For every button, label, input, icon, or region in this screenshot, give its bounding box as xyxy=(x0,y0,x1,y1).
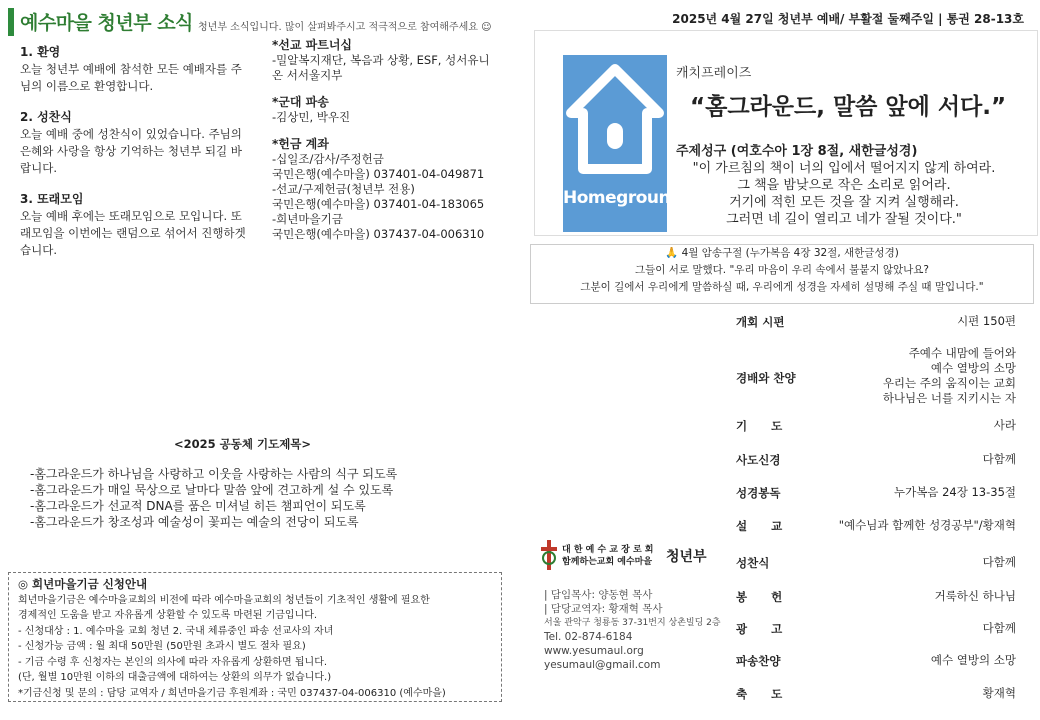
order-value: 다함께 xyxy=(982,452,1016,466)
fund-notice-box xyxy=(8,572,502,702)
prayer-title: <2025 공동체 기도제목> xyxy=(174,437,312,451)
order-label: 성찬식 xyxy=(736,556,770,570)
prayer-list xyxy=(30,466,397,530)
offering-accounts-body: -십일조/감사/주정헌금 국민은행(예수마을) 037401-04-049871 -선교/구제헌금(청년부 전용) 국민은행(예수마을) 037401-04-183065 -희년마을기금 국민은행(예수마을) 037437-04-006310 xyxy=(272,152,485,241)
theme-verse-title: 주제성구 (여호수아 1장 8절, 새한글성경) xyxy=(676,144,918,159)
order-value: 시편 150편 xyxy=(957,314,1016,328)
order-label: 설 교 xyxy=(736,519,783,533)
fund-line: - 신청가능 금액 : 월 최대 50만원 (50만원 초과시 별도 절차 필요) xyxy=(18,641,306,652)
prayer-item: -홈그라운드가 하나님을 사랑하고 이웃을 사랑하는 사람의 식구 되도록 xyxy=(30,467,398,481)
order-value: "예수님과 함께한 성경공부"/황재혁 xyxy=(838,518,1016,532)
theme-verse-line: 그러면 네 길이 열리고 네가 잘될 것이다." xyxy=(726,212,962,227)
military-body: -김상민, 박우진 xyxy=(272,110,351,124)
order-label: 파송찬양 xyxy=(736,654,781,668)
theme-verse-line: 거기에 적힌 모든 것을 잘 지켜 실행해라. xyxy=(729,195,959,210)
church-email: yesumaul@gmail.com xyxy=(544,659,661,671)
church-website: www.yesumaul.org xyxy=(544,645,644,657)
fund-line: 경제적인 도움을 받고 자유롭게 상환할 수 있도록 마련된 기금입니다. xyxy=(18,610,318,621)
order-label: 성경봉독 xyxy=(736,486,781,500)
military-title: *군대 파송 xyxy=(272,95,329,109)
prayer-item: -홈그라운드가 매일 묵상으로 날마다 말씀 앞에 견고하게 설 수 있도록 xyxy=(30,483,394,497)
order-value: 주예수 내맘에 들어와 예수 열방의 소망 우리는 주의 움직이는 교회 하나님은 너를 지키시는 자 xyxy=(882,346,1016,405)
communion-title: 2. 성찬식 xyxy=(20,110,72,124)
cross-icon xyxy=(540,540,558,570)
fund-line: - 신청대상 : 1. 예수마을 교회 청년 2. 국내 체류중인 파송 선교사의 자녀 xyxy=(18,625,334,637)
order-value: 누가복음 24장 13-35절 xyxy=(893,485,1016,499)
order-label: 광 고 xyxy=(736,622,783,636)
issue-date: 2025년 4월 27일 청년부 예배/ 부활절 둘째주일 | 통권 28-13호 xyxy=(672,12,1024,26)
welcome-body: 오늘 청년부 예배에 참석한 모든 예배자를 주님의 이름으로 환영합니다. xyxy=(20,62,242,93)
memory-verse-line: 그분이 길에서 우리에게 말씀하실 때, 우리에게 성경을 자세히 설명해 주실 때 말입니다." xyxy=(580,281,984,293)
order-label: 기 도 xyxy=(736,419,783,433)
info-column xyxy=(272,38,500,254)
catchphrase-main: “홈그라운드, 말씀 앞에 서다.” xyxy=(690,94,1007,120)
order-value: 사라 xyxy=(993,418,1016,432)
staff-contact xyxy=(544,588,721,672)
mission-partners-title: *선교 파트너십 xyxy=(272,38,353,52)
church-name-line: 대 한 예 수 교 장 로 회 xyxy=(562,545,654,555)
theme-verse-line: "이 가르침의 책이 너의 입에서 떨어지지 않게 하여라. xyxy=(692,161,996,176)
fund-line: (단, 월별 10만원 이하의 대출금액에 대하여는 상환의 의무가 없습니다.) xyxy=(18,672,332,683)
church-name xyxy=(562,544,654,568)
senior-pastor: | 담임목사: 양동현 목사 xyxy=(544,589,653,601)
memory-verse-line: 그들이 서로 말했다. "우리 마음이 우리 속에서 불붙지 않았나요? xyxy=(634,264,929,276)
order-value: 다함께 xyxy=(982,621,1016,635)
order-label: 경배와 찬양 xyxy=(736,371,796,385)
order-label: 축 도 xyxy=(736,687,783,701)
page-subtitle: 청년부 소식입니다. 많이 살펴봐주시고 적극적으로 참여해주세요 ☺ xyxy=(198,22,492,33)
logo-text: Homeground xyxy=(563,188,682,208)
order-value: 다함께 xyxy=(982,555,1016,569)
order-label: 개회 시편 xyxy=(736,315,785,329)
homeground-logo xyxy=(563,55,682,232)
offering-accounts-title: *헌금 계좌 xyxy=(272,137,329,151)
announcements-column xyxy=(20,44,250,273)
header-accent-bar xyxy=(8,8,14,36)
welcome-title: 1. 환영 xyxy=(20,45,61,59)
theme-verse-line: 그 책을 밤낮으로 작은 소리로 읽어라. xyxy=(737,178,951,193)
catchphrase-label: 캐치프레이즈 xyxy=(676,66,752,81)
memory-verse-box xyxy=(530,244,1034,304)
mission-partners-body: -밀알복지재단, 복음과 상황, ESF, 성서유니온 서서울지부 xyxy=(272,53,490,82)
communion-body: 오늘 예배 중에 성찬식이 있었습니다. 주님의 은혜와 사랑을 항상 기억하는 청년부 되길 바랍니다. xyxy=(20,127,242,175)
church-address: 서울 관악구 청룡동 37-31번지 상촌빌딩 2층 xyxy=(544,618,721,628)
prayer-item: -홈그라운드가 선교적 DNA를 품은 미셔널 히든 챔피언이 되도록 xyxy=(30,499,366,513)
peer-group-body: 오늘 예배 후에는 또래모임으로 모입니다. 또래모임을 이번에는 랜덤으로 섞어서 진행하겟습니다. xyxy=(20,209,246,257)
prayer-item: -홈그라운드가 창조성과 예술성이 꽃피는 예술의 전당이 되도록 xyxy=(30,515,359,529)
fund-line: 희년마을기금은 예수마을교회의 비전에 따라 예수마을교회의 청년들이 기초적인 생활에 필요한 xyxy=(18,594,430,606)
order-value: 거룩하신 하나님 xyxy=(934,589,1016,603)
peer-group-title: 3. 또래모임 xyxy=(20,192,84,206)
fund-title: ◎ 희년마을기금 신청안내 xyxy=(18,577,148,591)
house-icon xyxy=(563,61,667,181)
church-name-line: 함께하는교회 예수마을 xyxy=(562,557,653,567)
youth-dept-label: 청년부 xyxy=(666,549,707,565)
order-value: 황재혁 xyxy=(982,686,1016,700)
theme-verse xyxy=(664,160,1024,228)
order-value: 예수 열방의 소망 xyxy=(930,653,1016,667)
order-label: 봉 헌 xyxy=(736,590,783,604)
fund-line: *기금신청 및 문의 : 담당 교역자 / 희년마을기금 후원계좌 : 국민 037437-04-006310 (예수마을) xyxy=(18,687,446,699)
fund-line: - 기금 수령 후 신청자는 본인의 의사에 따라 자유롭게 상환하면 됩니다. xyxy=(18,656,328,668)
page-title: 예수마을 청년부 소식 xyxy=(20,12,193,34)
order-label: 사도신경 xyxy=(736,453,781,467)
memory-verse-title: 🙏 4월 암송구절 (누가복음 4장 32절, 새한글성경) xyxy=(665,247,899,259)
church-phone: Tel. 02-874-6184 xyxy=(544,631,633,643)
youth-pastor: | 담당교역자: 황재혁 목사 xyxy=(544,603,663,615)
